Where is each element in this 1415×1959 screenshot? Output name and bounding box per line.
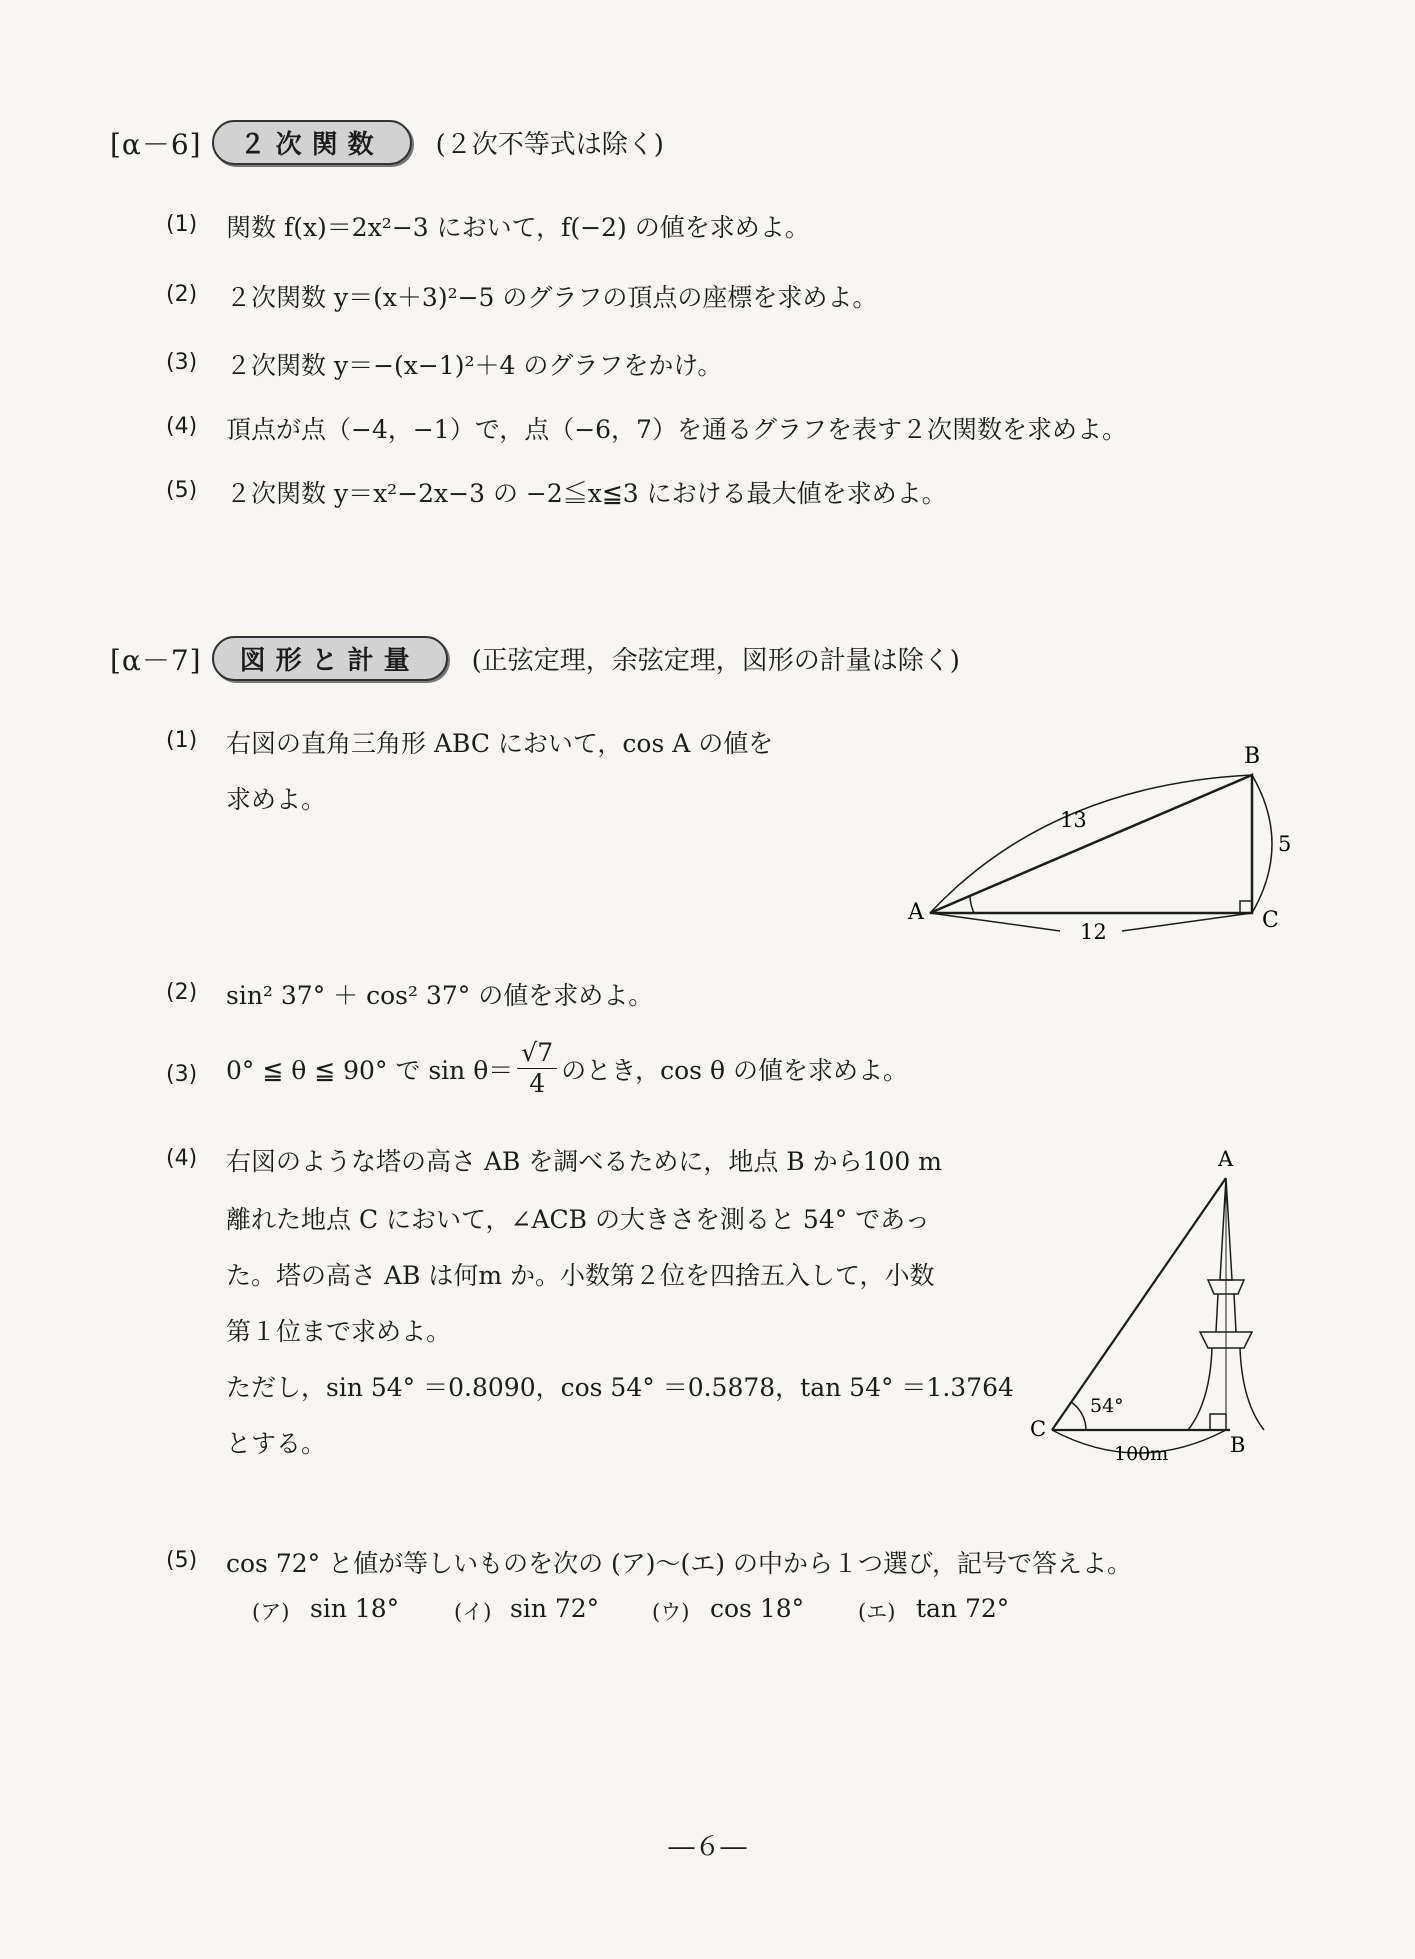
right-triangle-figure [900, 745, 1320, 975]
tower-figure [1030, 1140, 1330, 1470]
question-number: (5) [166, 1548, 198, 1573]
question-number: (5) [166, 478, 198, 503]
question-text: sin² 37° ＋ cos² 37° の値を求めよ。 [226, 981, 654, 1010]
question-number: (1) [166, 212, 198, 237]
option-label: (イ) [454, 1600, 492, 1624]
question-text: cos 72° と値が等しいものを次の (ア)〜(エ) の中から１つ選び，記号で答えよ。 [226, 1549, 1132, 1578]
vertex-label-b: B [1230, 1433, 1246, 1457]
vertex-label-b: B [1244, 745, 1261, 769]
fraction [517, 1038, 557, 1099]
question-number: (2) [166, 282, 198, 307]
question-text-line: 右図のような塔の高さ AB を調べるために，地点 B から100 m [226, 1147, 942, 1176]
question-text-line: 求めよ。 [226, 785, 327, 814]
distance-label: 100m [1114, 1443, 1169, 1465]
angle-a-arc [970, 897, 974, 913]
question-number: (3) [166, 350, 198, 375]
question-text-line: とする。 [226, 1429, 327, 1458]
option-label: (ウ) [652, 1600, 690, 1624]
question-text: ２次関数 y＝−(x−1)²＋4 のグラフをかけ。 [226, 351, 723, 380]
base-brace-left [930, 913, 1060, 931]
base-brace-right [1122, 913, 1252, 931]
question-text [226, 1038, 908, 1099]
side-length: 5 [1278, 832, 1292, 856]
option-value: tan 72° [916, 1594, 1010, 1623]
q3-text-after: のとき，cos θ の値を求めよ。 [561, 1055, 908, 1085]
question-text-line: た。塔の高さ AB は何m か。小数第２位を四捨五入して，小数 [226, 1261, 935, 1290]
vertex-label-a: A [1218, 1147, 1234, 1171]
page-number: ―６― [668, 1832, 747, 1862]
tower-shaft-right [1234, 1294, 1236, 1332]
right-angle-mark [1210, 1414, 1226, 1430]
base-length: 12 [1080, 920, 1107, 944]
vertex-label-c: C [1030, 1417, 1047, 1441]
question-number: (4) [166, 414, 198, 439]
option-label: (ア) [252, 1600, 290, 1624]
tower-shaft-left [1216, 1294, 1218, 1332]
question-text: ２次関数 y＝x²−2x−3 の −2≦x≦3 における最大値を求めよ。 [226, 479, 947, 508]
option-label: (エ) [858, 1600, 896, 1624]
option-value: sin 18° [310, 1594, 400, 1623]
question-number: (4) [166, 1146, 198, 1171]
question-text-line: 離れた地点 C において，∠ACB の大きさを測ると 54° であっ [226, 1205, 930, 1234]
section-title-badge: 図形と計量 [212, 636, 448, 681]
section-note: (２次不等式は除く) [435, 130, 664, 160]
question-text: 関数 f(x)＝2x²−3 において，f(−2) の値を求めよ。 [226, 213, 810, 242]
vertex-label-a: A [908, 900, 924, 925]
fraction-denominator: 4 [529, 1069, 546, 1098]
q3-text-before: 0° ≦ θ ≦ 90° で sin θ＝ [226, 1055, 514, 1085]
vertex-label-c: C [1262, 908, 1279, 933]
angle-label: 54° [1090, 1395, 1124, 1417]
section-header-alpha7 [110, 636, 960, 681]
question-text-line: 第１位まで求めよ。 [226, 1317, 452, 1346]
hypotenuse-length: 13 [1060, 808, 1087, 832]
triangle-shape [930, 775, 1252, 913]
fraction-numerator: √7 [517, 1038, 557, 1069]
question-text: 頂点が点（−4，−1）で，点（−6，7）を通るグラフを表す２次関数を求めよ。 [226, 415, 1127, 444]
sight-line [1052, 1178, 1226, 1430]
question-text: ２次関数 y＝(x＋3)²−5 のグラフの頂点の座標を求めよ。 [226, 283, 878, 312]
side-brace [1252, 775, 1272, 913]
section-label: [α－7] [110, 643, 202, 677]
section-note: (正弦定理，余弦定理，図形の計量は除く) [471, 646, 960, 676]
section-header-alpha6 [110, 120, 664, 165]
right-angle-mark [1240, 901, 1252, 913]
question-number: (3) [166, 1062, 198, 1087]
angle-c-arc [1071, 1402, 1086, 1430]
question-text-line: ただし，sin 54° ＝0.8090，cos 54° ＝0.5878，tan 54° ＝1.3764 [226, 1373, 1014, 1402]
question-text-line: 右図の直角三角形 ABC において，cos A の値を [226, 729, 774, 758]
question-number: (1) [166, 728, 198, 753]
section-title-badge: ２次関数 [212, 120, 412, 165]
tower-leg-left [1188, 1348, 1212, 1430]
option-value: sin 72° [510, 1594, 600, 1623]
option-value: cos 18° [710, 1594, 805, 1623]
question-number: (2) [166, 980, 198, 1005]
section-label: [α－6] [110, 127, 202, 161]
tower-leg-right [1240, 1348, 1264, 1430]
